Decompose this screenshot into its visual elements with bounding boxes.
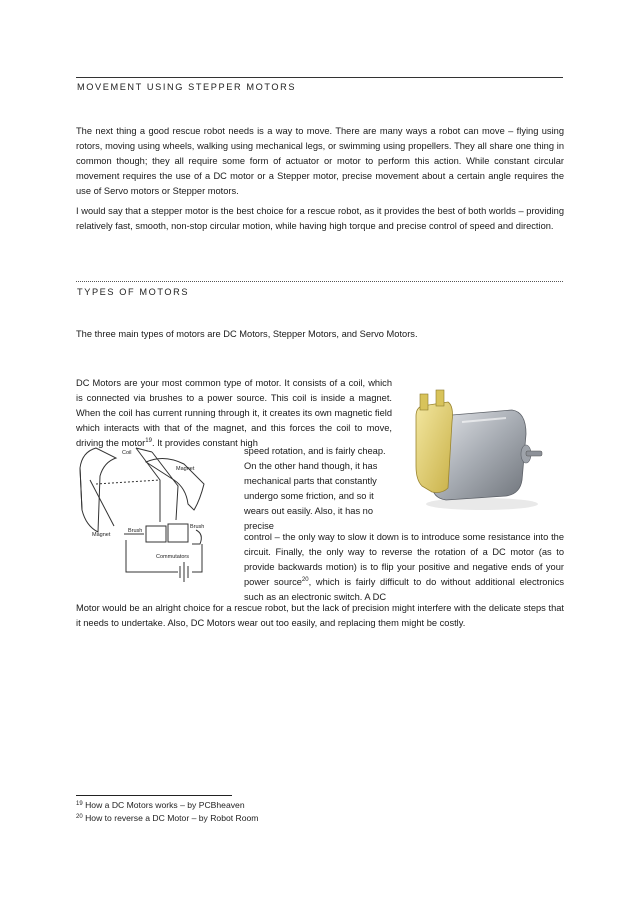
section-divider <box>76 77 563 78</box>
battery-symbol <box>180 562 188 582</box>
motor-terminal-left <box>420 394 428 410</box>
coil-inner <box>152 452 178 520</box>
commutator-block-right <box>168 524 188 542</box>
paragraph-dc-motor-middle: speed rotation, and is fairly cheap. On the other hand though, it has mechanical parts that constantly undergo some friction, and so it wears out easily. Also, it has no precise <box>244 446 386 531</box>
paragraph-movement-intro: The next thing a good rescue robot needs is a way to move. There are many ways a robot can move – flying using rotors, moving using wheels, walking using mechanical legs, or swimming using propellers. They all share one thing in common though; they all require some form of actuator or motor to perform this action. While constant circular movement requires the use of a DC motor or a Stepper motor, precise movement about a certain angle requires the use of Servo motors or Stepper motors. <box>76 126 564 196</box>
motor-terminal-right <box>436 390 444 406</box>
footnote-ref-20: 20 <box>301 577 309 583</box>
label-commutators: Commutators <box>156 554 190 560</box>
label-brush-right: Brush <box>190 524 205 530</box>
paragraph-motor-types: The three main types of motors are DC Motors, Stepper Motors, and Servo Motors. <box>76 329 418 339</box>
label-coil: Coil <box>122 450 132 456</box>
section-heading-movement: MOVEMENT USING STEPPER MOTORS <box>77 82 297 92</box>
motor-endcap <box>416 402 453 493</box>
footnote-20: $^{20}$ How to reverse a DC Motor – by Robot Room <box>76 813 259 823</box>
right-brush <box>192 530 201 544</box>
paragraph-dc-motor-top: DC Motors are your most common type of motor. It consists of a coil, which is connected via brushes to a power source. This coil is inside a magnet. When the coil has current running through it, it creates its own magnetic field which interacts with that of the magnet, and this forces the coil to move, driving the motor$^{19}$. It provides constant high <box>76 378 392 448</box>
circuit-wire-right <box>192 544 202 572</box>
paragraph-dc-motor-bottom: Motor would be an alright choice for a rescue robot, but the lack of precision might interfere with the delicate steps that it needs to undertake. Also, DC Motors wear out too easily, and replacing them might be costly. <box>76 603 564 628</box>
dc-motor-photo <box>402 376 552 516</box>
coil-side <box>90 480 114 526</box>
rotation-axis <box>96 480 160 484</box>
commutator-block-left <box>146 526 166 542</box>
motor-shaft <box>526 451 542 456</box>
top-magnet-shape <box>146 458 204 510</box>
footnote-19: $^{19}$ How a DC Motors works – by PCBheaven <box>76 800 245 810</box>
label-brush-left: Brush <box>128 528 143 534</box>
dc-motor-diagram <box>76 440 241 590</box>
footnote-divider <box>76 795 232 796</box>
section-divider-dotted <box>76 281 563 282</box>
footnote-ref-19: 19 <box>145 438 152 444</box>
motor-shadow <box>426 498 538 510</box>
left-magnet-edge <box>80 468 82 510</box>
label-magnet-left: Magnet <box>92 532 111 538</box>
paragraph-dc-motor-right: control – the only way to slow it down is to introduce some resistance into the circuit. Finally, the only way to reverse the rotation of a DC motor (as to provide backwards motion) is to flip your positive and negative ends of your power source$^{20}$, which is fairly difficult to do without additional electronics such as an electronic switch. A DC <box>244 532 565 602</box>
label-magnet-top: Magnet <box>176 466 195 472</box>
section-heading-types: TYPES OF MOTORS <box>77 287 190 297</box>
paragraph-stepper-choice: I would say that a stepper motor is the best choice for a rescue robot, as it provides the best of both worlds – providing relatively fast, smooth, non-stop circular motion, while having high torque and precise control of speed and direction. <box>76 206 564 231</box>
